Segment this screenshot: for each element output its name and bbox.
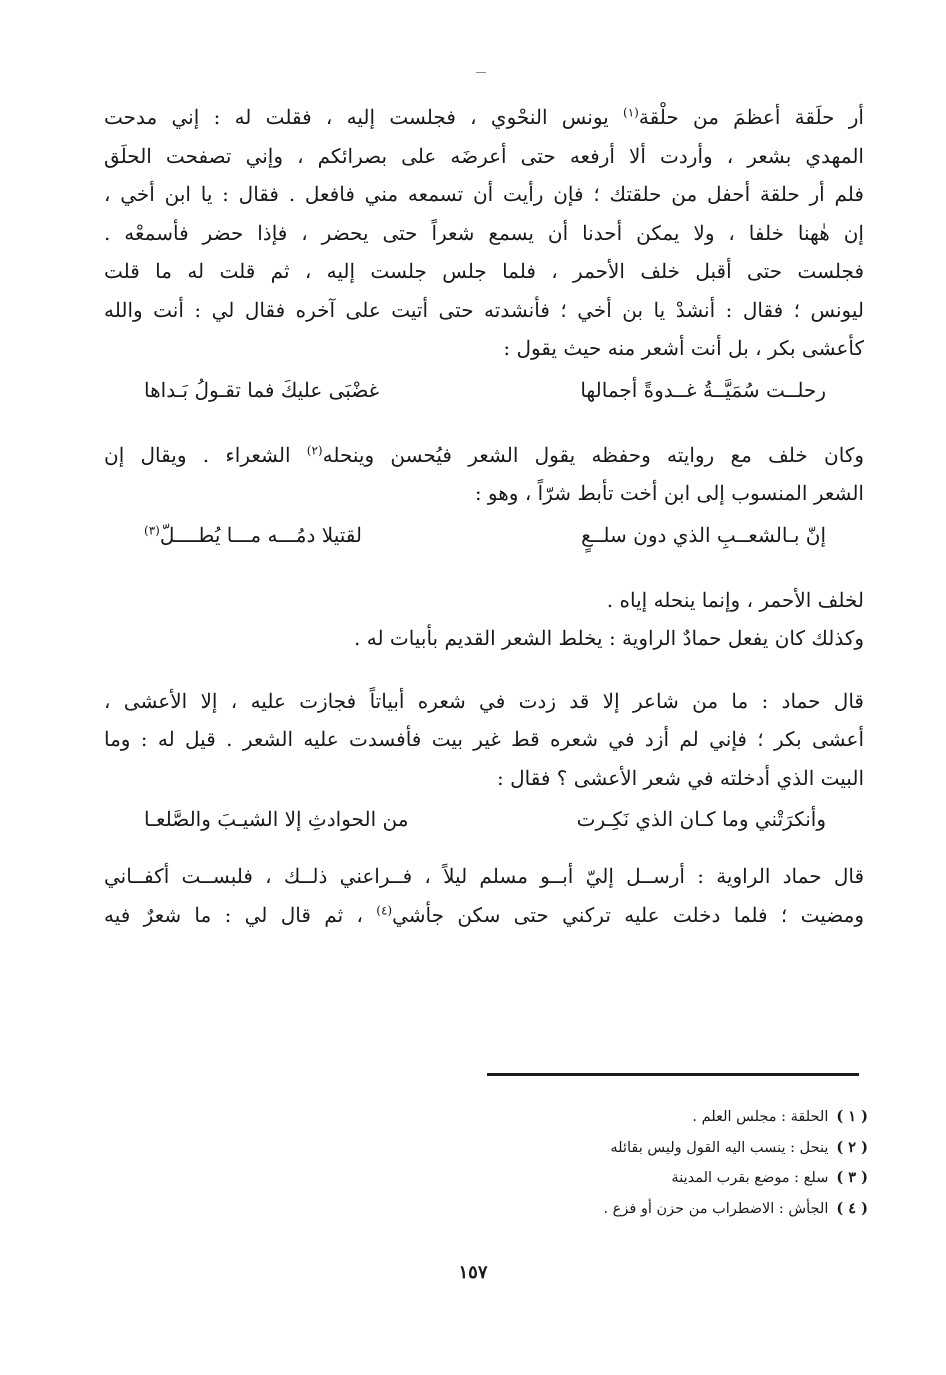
text-line: إن هٰهنا خلفا ، ولا يمكن أحدنا أن يسمع شعراً حتى يحضر ، فإذا حضر فأسمعْه . bbox=[104, 220, 864, 245]
text-line: الشعر المنسوب إلى ابن أخت تأبط شرّاً ، وهو : bbox=[474, 481, 864, 505]
text-line: البيت الذي أدخلته في شعر الأعشى ؟ فقال : bbox=[497, 765, 864, 790]
verse-line bbox=[104, 513, 864, 557]
text-line: أعشى بكر ؛ فإني لم أزد في شعره قط غير بيت فأفسدت عليه الشعر . قيل له : وما bbox=[104, 727, 864, 751]
text-span: الشعراء . ويقال إن bbox=[104, 442, 307, 467]
text-line bbox=[104, 436, 864, 475]
footnote-item bbox=[603, 1163, 868, 1194]
text-line: لخلف الأحمر ، وإنما ينحله إياه . bbox=[606, 587, 864, 612]
text-span: ، ثم قال لي : ما شعرٌ فيه bbox=[104, 902, 377, 927]
text-line: وكذلك كان يفعل حمادٌ الراوية : يخلط الشعر القديم بأبيات له . bbox=[354, 626, 864, 650]
text-line: ليونس ؛ فقال : أنشدْ يا بن أخي ؛ فأنشدته حتى أتيت على آخره فقال لي : أنت والله bbox=[104, 297, 864, 322]
text-line: فجلست حتى أقبل خلف الأحمر ، فلما جلس جلست إليه ، ثم قلت له ما قلت bbox=[104, 259, 864, 283]
verse-line bbox=[104, 368, 864, 412]
text-line: المهدي بشعر ، وأردت ألا أرفعه حتى أعرضَه على بصرائكم ، وإني تصفحت الحلَق bbox=[104, 143, 864, 168]
footnote-text: الحلقة : مجلس العلم . bbox=[692, 1109, 829, 1125]
footnote-text: سلع : موضع بقرب المدينة bbox=[671, 1170, 829, 1186]
footnote-item bbox=[603, 1133, 868, 1164]
text-line bbox=[104, 98, 864, 137]
footnote-marker: (٣) bbox=[144, 522, 160, 537]
footnote-divider bbox=[487, 1073, 859, 1076]
footnote-marker: (٢) bbox=[306, 442, 323, 457]
text-span: يونس النحْوي ، فجلست إليه ، فقلت له : إني مدحت bbox=[104, 105, 624, 129]
page-number: ١٥٧ bbox=[458, 1262, 488, 1283]
footnote-item bbox=[603, 1102, 868, 1133]
footnote-number: ( ٣ ) bbox=[836, 1169, 868, 1186]
text-span: وكان خلف مع روايته وحفظه يقول الشعر فيُحسن وينحله bbox=[322, 442, 864, 467]
verse-line bbox=[104, 797, 864, 841]
verse-first-hemistich: رحلــت سُمَيَّــةُ غــدوةً أجمالها bbox=[580, 377, 826, 402]
text-line bbox=[104, 896, 864, 935]
top-mark bbox=[476, 72, 486, 73]
footnote-number: ( ٤ ) bbox=[836, 1199, 868, 1217]
footnote-marker: (١) bbox=[623, 105, 639, 120]
verse-second-hemistich: من الحوادثِ إلا الشيـبَ والصَّلعـا bbox=[144, 807, 409, 831]
text-span: لقتيلا دمُـــه مـــا يُطــــلّ bbox=[159, 522, 362, 547]
main-text bbox=[104, 98, 864, 934]
footnote-marker: (٤) bbox=[376, 902, 393, 917]
footnote-item bbox=[603, 1194, 868, 1225]
text-span: أر حلَقة أعظمَ من حلْقة bbox=[638, 105, 864, 129]
verse-second-hemistich bbox=[144, 513, 362, 557]
footnote-number: ( ١ ) bbox=[836, 1108, 868, 1125]
verse-first-hemistich: إنّ بـالشعــبِ الذي دون سلــعٍ bbox=[581, 522, 826, 547]
footnote-number: ( ٢ ) bbox=[836, 1138, 868, 1156]
verse-second-hemistich: غضْبَى عليكَ فما تقـولُ بَـداها bbox=[144, 377, 380, 402]
footnote-text: ينحل : ينسب اليه القول وليس بقائله bbox=[610, 1139, 829, 1156]
footnote-text: الجأش : الاضطراب من حزن أو فزع . bbox=[603, 1200, 829, 1217]
text-line: قال حماد : ما من شاعر إلا قد زدت في شعره أبياتاً فجازت عليه ، إلا الأعشى ، bbox=[104, 688, 864, 713]
footnotes bbox=[603, 1102, 868, 1224]
text-span: ومضيت ؛ فلما دخلت عليه تركني حتى سكن جأشي bbox=[392, 902, 864, 927]
text-line: كأعشى بكر ، بل أنت أشعر منه حيث يقول : bbox=[503, 336, 864, 360]
text-line: فلم أر حلقة أحفل من حلقتك ؛ فإن رأيت أن تسمعه مني فافعل . فقال : يا ابن أخي ، bbox=[104, 182, 864, 206]
text-line: قال حماد الراوية : أرســل إليّ أبــو مسلم ليلاً ، فــراعني ذلــك ، فلبســت أكفــاني bbox=[104, 864, 864, 888]
verse-first-hemistich: وأنكرَتْني وما كـان الذي نَكِـرت bbox=[576, 807, 826, 831]
